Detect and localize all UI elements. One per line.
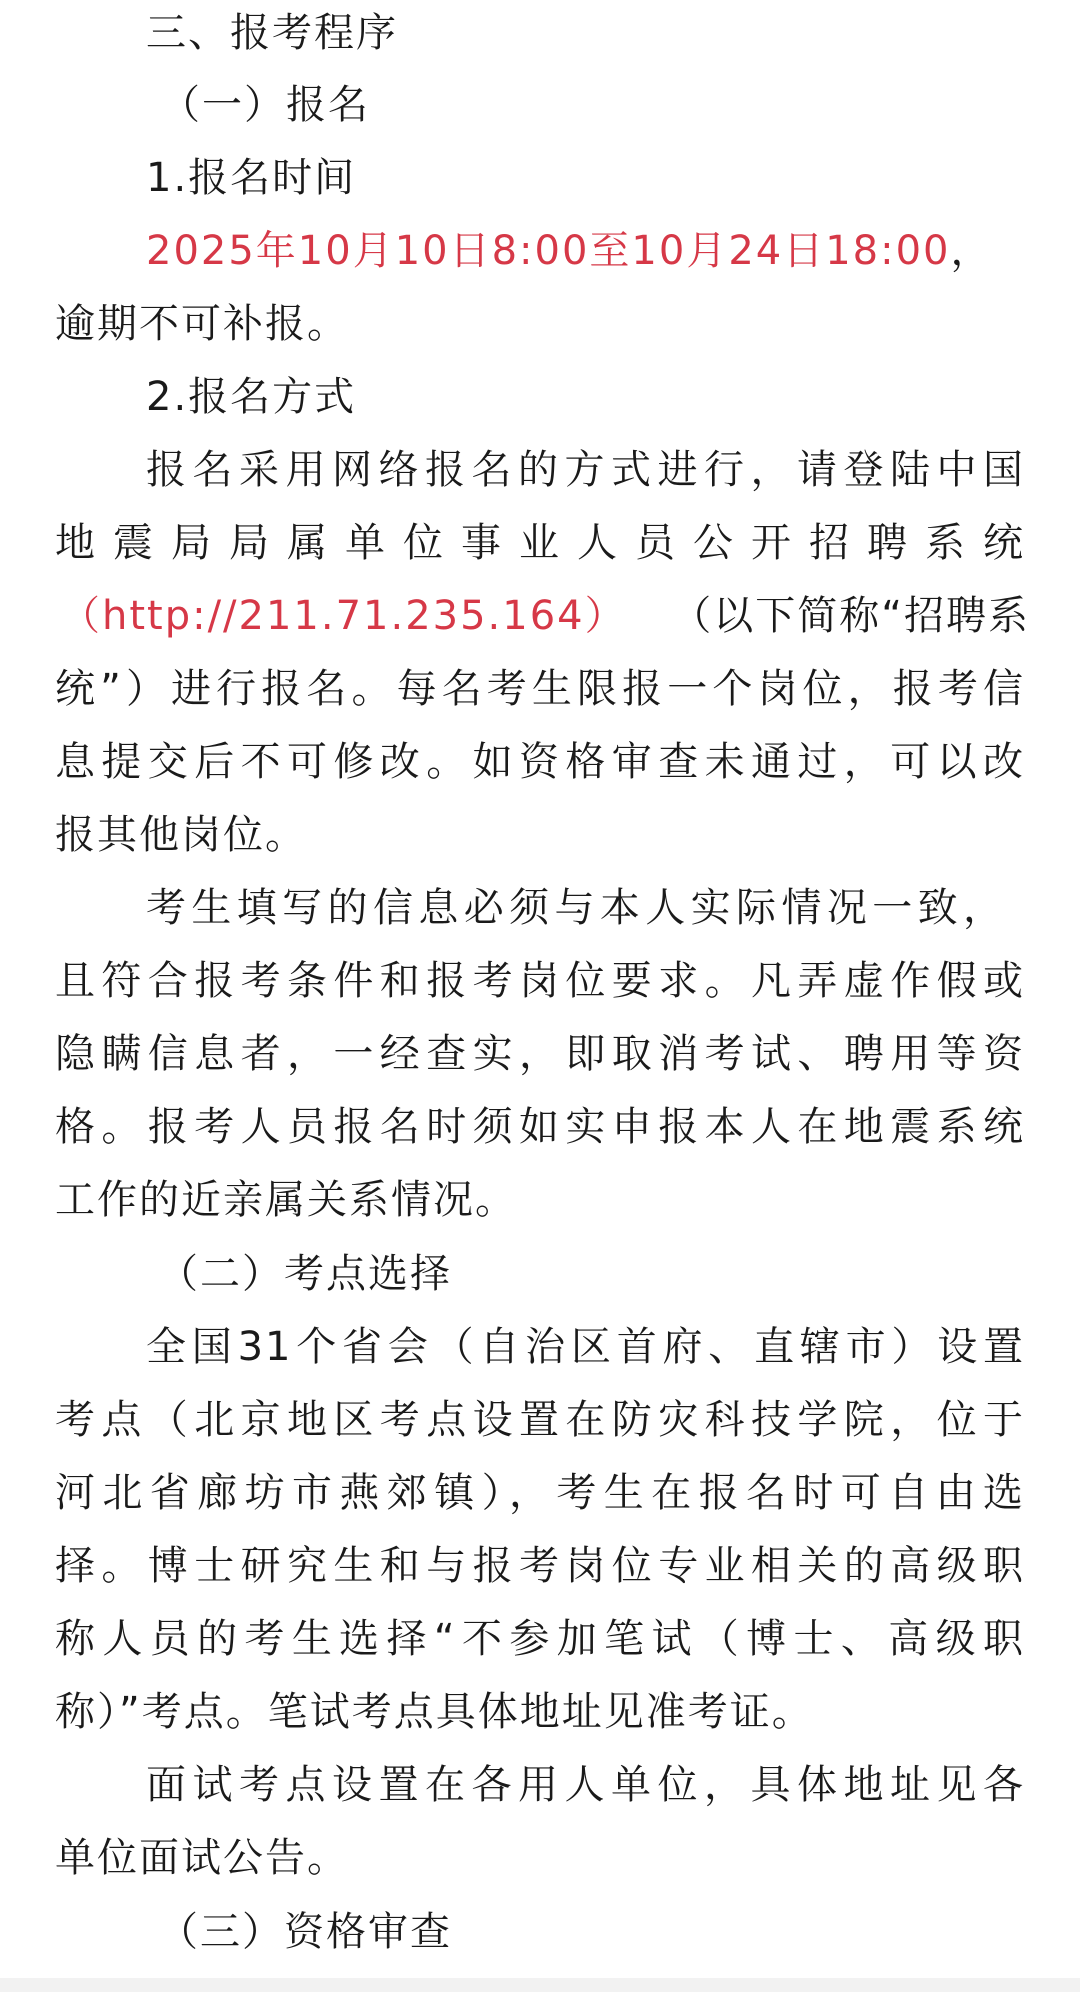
paragraph-line: 地震局局属单位事业人员公开招聘系统 xyxy=(55,520,1025,566)
subsection-heading-registration: （一）报名 xyxy=(160,82,370,128)
paragraph-line: 报其他岗位。 xyxy=(55,812,307,858)
comma: ， xyxy=(950,228,993,274)
paragraph-line: 考点（北京地区考点设置在防灾科技学院，位于 xyxy=(55,1397,1025,1443)
recruitment-system-link[interactable]: （http://211.71.235.164） xyxy=(60,593,627,639)
registration-time-line xyxy=(146,214,1046,288)
subsection-heading-qualification-review: （三）资格审查 xyxy=(158,1909,452,1955)
item-heading-registration-time: 1.报名时间 xyxy=(146,155,357,201)
paragraph-line: 报名采用网络报名的方式进行，请登陆中国 xyxy=(146,447,1025,493)
paragraph-line: 且符合报考条件和报考岗位要求。凡弄虚作假或 xyxy=(55,958,1025,1004)
paragraph-line: 面试考点设置在各用人单位，具体地址见各 xyxy=(146,1762,1025,1808)
paragraph-line: 称人员的考生选择“不参加笔试（博士、高级职 xyxy=(55,1616,1025,1662)
paragraph-line: 统”）进行报名。每名考生限报一个岗位，报考信 xyxy=(55,666,1025,712)
paragraph-line: 全国31个省会（自治区首府、直辖市）设置 xyxy=(146,1324,1025,1370)
registration-time-range: 2025年10月10日8:00至10月24日18:00 xyxy=(146,228,951,274)
paragraph-text: （以下简称“招聘系 xyxy=(671,593,1030,639)
paragraph-line: 称）”考点。笔试考点具体地址见准考证。 xyxy=(55,1689,814,1735)
paragraph-line: 逾期不可补报。 xyxy=(55,301,349,347)
paragraph-line: 考生填写的信息必须与本人实际情况一致， xyxy=(146,885,1005,931)
url-line xyxy=(60,579,1030,653)
item-heading-registration-method: 2.报名方式 xyxy=(146,374,357,420)
paragraph-line: 单位面试公告。 xyxy=(55,1835,349,1881)
paragraph-line: 择。博士研究生和与报考岗位专业相关的高级职 xyxy=(55,1543,1025,1589)
section-heading-exam-procedure: 三、报考程序 xyxy=(146,10,398,56)
paragraph-line: 河北省廊坊市燕郊镇），考生在报名时可自由选 xyxy=(55,1470,1025,1516)
paragraph-line: 格。报考人员报名时须如实申报本人在地震系统 xyxy=(55,1104,1025,1150)
paragraph-line: 工作的近亲属关系情况。 xyxy=(55,1177,517,1223)
paragraph-line: 隐瞒信息者，一经查实，即取消考试、聘用等资 xyxy=(55,1031,1025,1077)
subsection-heading-exam-site: （二）考点选择 xyxy=(158,1251,452,1297)
bottom-divider xyxy=(0,1978,1080,1992)
paragraph-line: 息提交后不可修改。如资格审查未通过，可以改 xyxy=(55,739,1025,785)
